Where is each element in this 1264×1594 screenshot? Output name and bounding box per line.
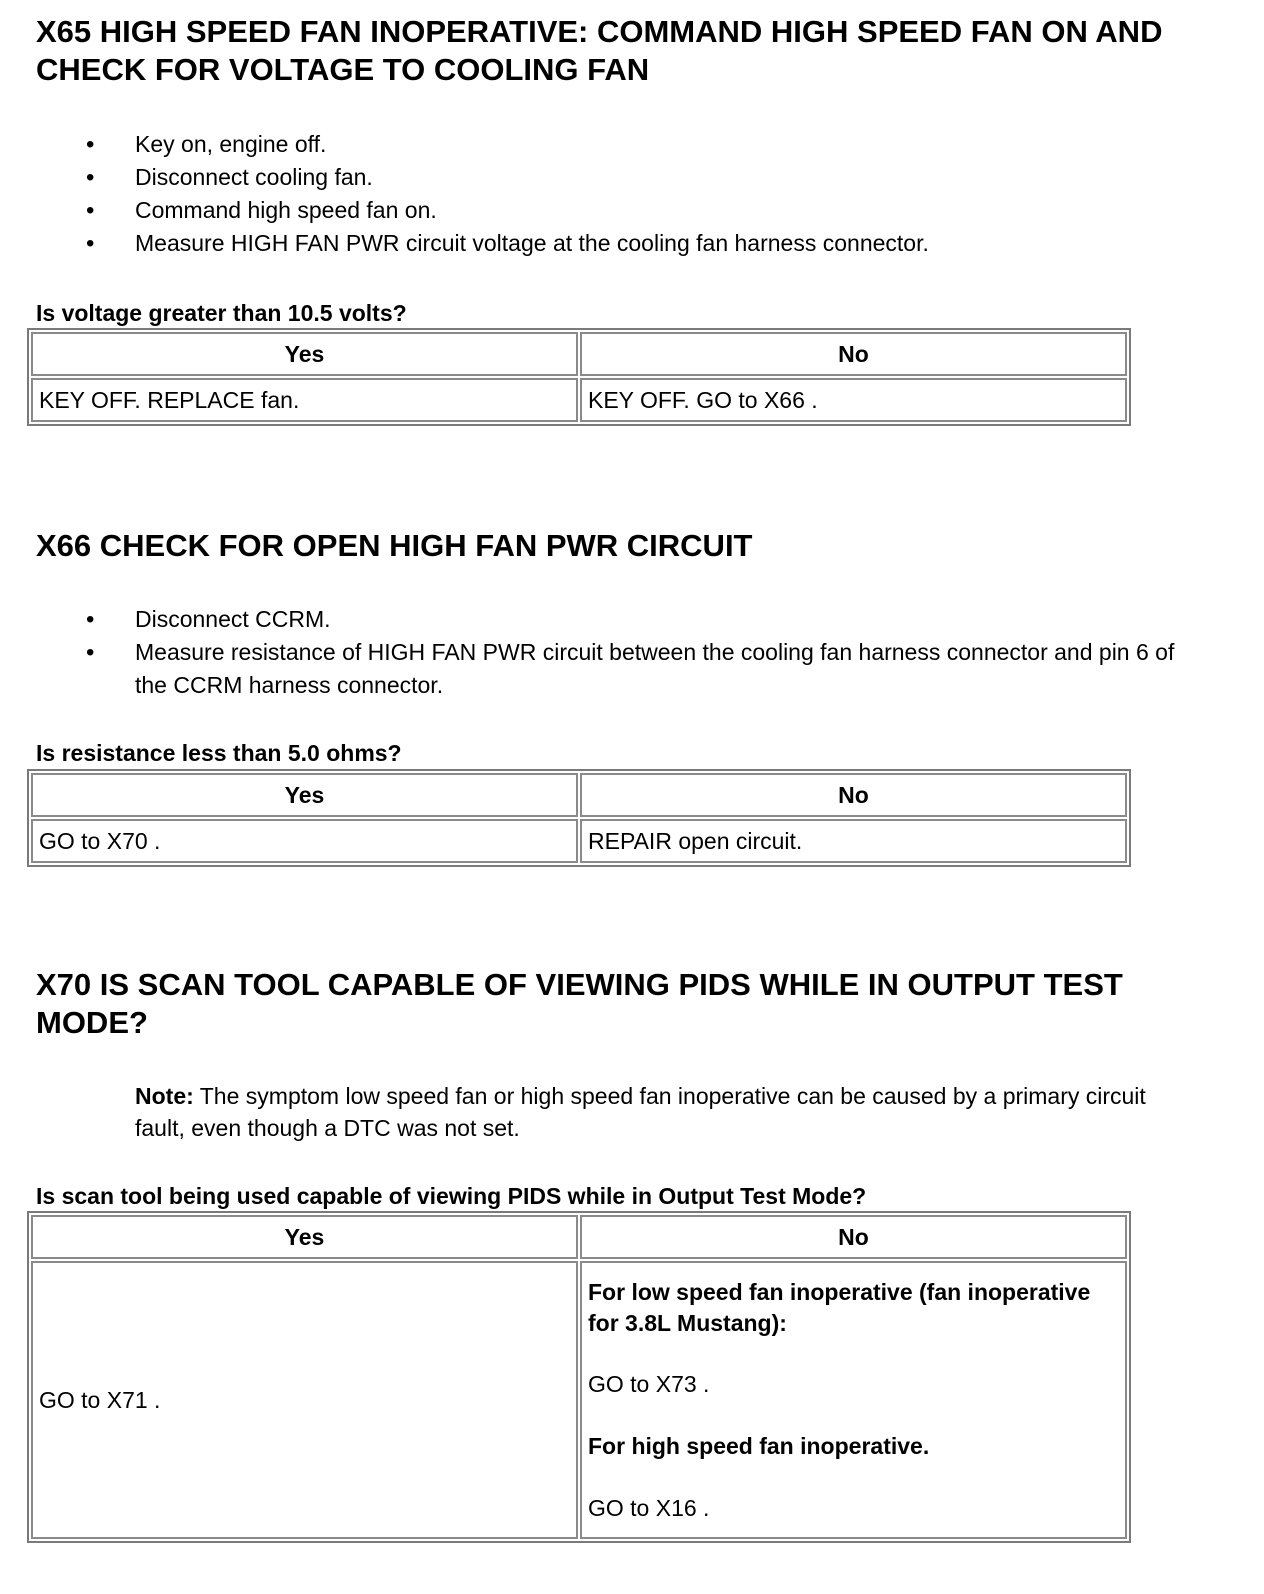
yes-answer: KEY OFF. REPLACE fan. xyxy=(31,378,578,422)
yes-header: Yes xyxy=(31,1215,578,1259)
yes-answer: GO to X71 . xyxy=(31,1261,578,1539)
high-speed-action: GO to X16 . xyxy=(588,1494,710,1521)
note-text: The symptom low speed fan or high speed fan inoperative can be caused by a primary circuit fault, even though a DTC was not set. xyxy=(135,1083,1146,1141)
section-x65-question: Is voltage greater than 10.5 volts? xyxy=(36,300,407,326)
section-x70-title: X70 IS SCAN TOOL CAPABLE OF VIEWING PIDS WHILE IN OUTPUT TEST MODE? xyxy=(36,967,1123,1040)
table-header-row xyxy=(31,332,1127,376)
list-item: • Disconnect CCRM. xyxy=(0,603,1200,636)
note-label: Note: xyxy=(135,1083,194,1109)
section-x65-steps xyxy=(0,128,1200,260)
no-answer: KEY OFF. GO to X66 . xyxy=(580,378,1127,422)
list-item: • Measure HIGH FAN PWR circuit voltage at the cooling fan harness connector. xyxy=(0,227,1200,260)
low-speed-heading: For low speed fan inoperative (fan inoperative for 3.8L Mustang): xyxy=(588,1278,1091,1336)
section-x70-note xyxy=(135,1080,1195,1144)
section-x66-title: X66 CHECK FOR OPEN HIGH FAN PWR CIRCUIT xyxy=(36,528,753,563)
table-row xyxy=(31,378,1127,422)
no-header: No xyxy=(580,773,1127,817)
list-item: • Measure resistance of HIGH FAN PWR circuit between the cooling fan harness connector and pin 6 of the CCRM harness connector. xyxy=(0,636,1200,702)
section-x70-question: Is scan tool being used capable of viewing PIDS while in Output Test Mode? xyxy=(36,1183,867,1209)
list-item: • Command high speed fan on. xyxy=(0,194,1200,227)
section-x66-answer-table xyxy=(27,769,1131,867)
yes-header: Yes xyxy=(31,332,578,376)
section-x65-answer-table xyxy=(27,328,1131,426)
list-item: • Disconnect cooling fan. xyxy=(0,161,1200,194)
table-row xyxy=(31,1261,1127,1539)
table-row xyxy=(31,819,1127,863)
list-item: • Key on, engine off. xyxy=(0,128,1200,161)
yes-header: Yes xyxy=(31,773,578,817)
table-header-row xyxy=(31,773,1127,817)
no-header: No xyxy=(580,1215,1127,1259)
section-x70-answer-table xyxy=(27,1211,1131,1543)
no-answer: REPAIR open circuit. xyxy=(580,819,1127,863)
section-x65-title: X65 HIGH SPEED FAN INOPERATIVE: COMMAND HIGH SPEED FAN ON AND CHECK FOR VOLTAGE TO COOLING FAN xyxy=(36,14,1163,87)
section-x66-question: Is resistance less than 5.0 ohms? xyxy=(36,740,402,766)
table-header-row xyxy=(31,1215,1127,1259)
high-speed-heading: For high speed fan inoperative. xyxy=(588,1432,930,1459)
yes-answer: GO to X70 . xyxy=(31,819,578,863)
no-answer xyxy=(580,1261,1127,1539)
section-x66-steps xyxy=(0,603,1200,702)
no-header: No xyxy=(580,332,1127,376)
low-speed-action: GO to X73 . xyxy=(588,1370,710,1397)
